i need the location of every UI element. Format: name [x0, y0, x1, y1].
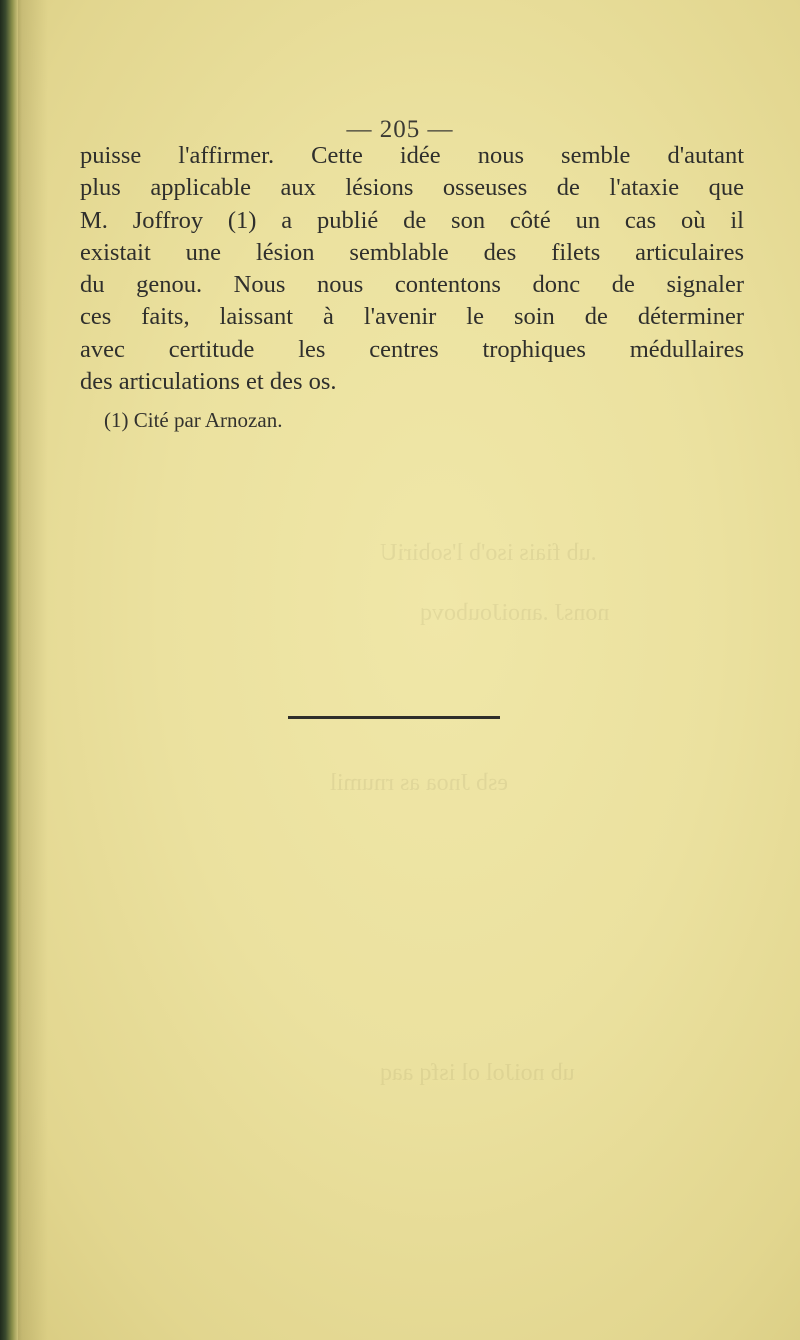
- binding-shadow: [18, 0, 48, 1340]
- bleed-through-text: ub noiJol ol isfq aaq: [380, 1060, 575, 1086]
- bleed-through-text: .ub fiais iso'b l'sobiriU: [380, 540, 597, 566]
- paragraph-line: avec certitude les centres trophiques médullaires: [80, 335, 744, 363]
- paragraph-line: existait une lésion semblable des filets articulaires: [80, 238, 744, 266]
- bleed-through-text: nonsJ .anoiJoubovq: [420, 600, 610, 626]
- paragraph-line: ces faits, laissant à l'avenir le soin de déterminer: [80, 303, 744, 331]
- paragraph-line: plus applicable aux lésions osseuses de l'ataxie que: [80, 174, 744, 202]
- footnote: (1) Cité par Arnozan.: [104, 408, 283, 432]
- paragraph-line: puisse l'affirmer. Cette idée nous semble d'autant: [80, 142, 744, 169]
- bleed-through-text: esb Jnoa as rnumil: [330, 770, 508, 796]
- paragraph: [80, 140, 744, 398]
- section-divider: [288, 716, 500, 719]
- page-number: — 205 —: [346, 116, 454, 143]
- paragraph-line: du genou. Nous nous contentons donc de signaler: [80, 271, 744, 299]
- paragraph-line: des articulations et des os.: [80, 368, 337, 396]
- paragraph-line: M. Joffroy (1) a publié de son côté un cas où il: [80, 206, 744, 234]
